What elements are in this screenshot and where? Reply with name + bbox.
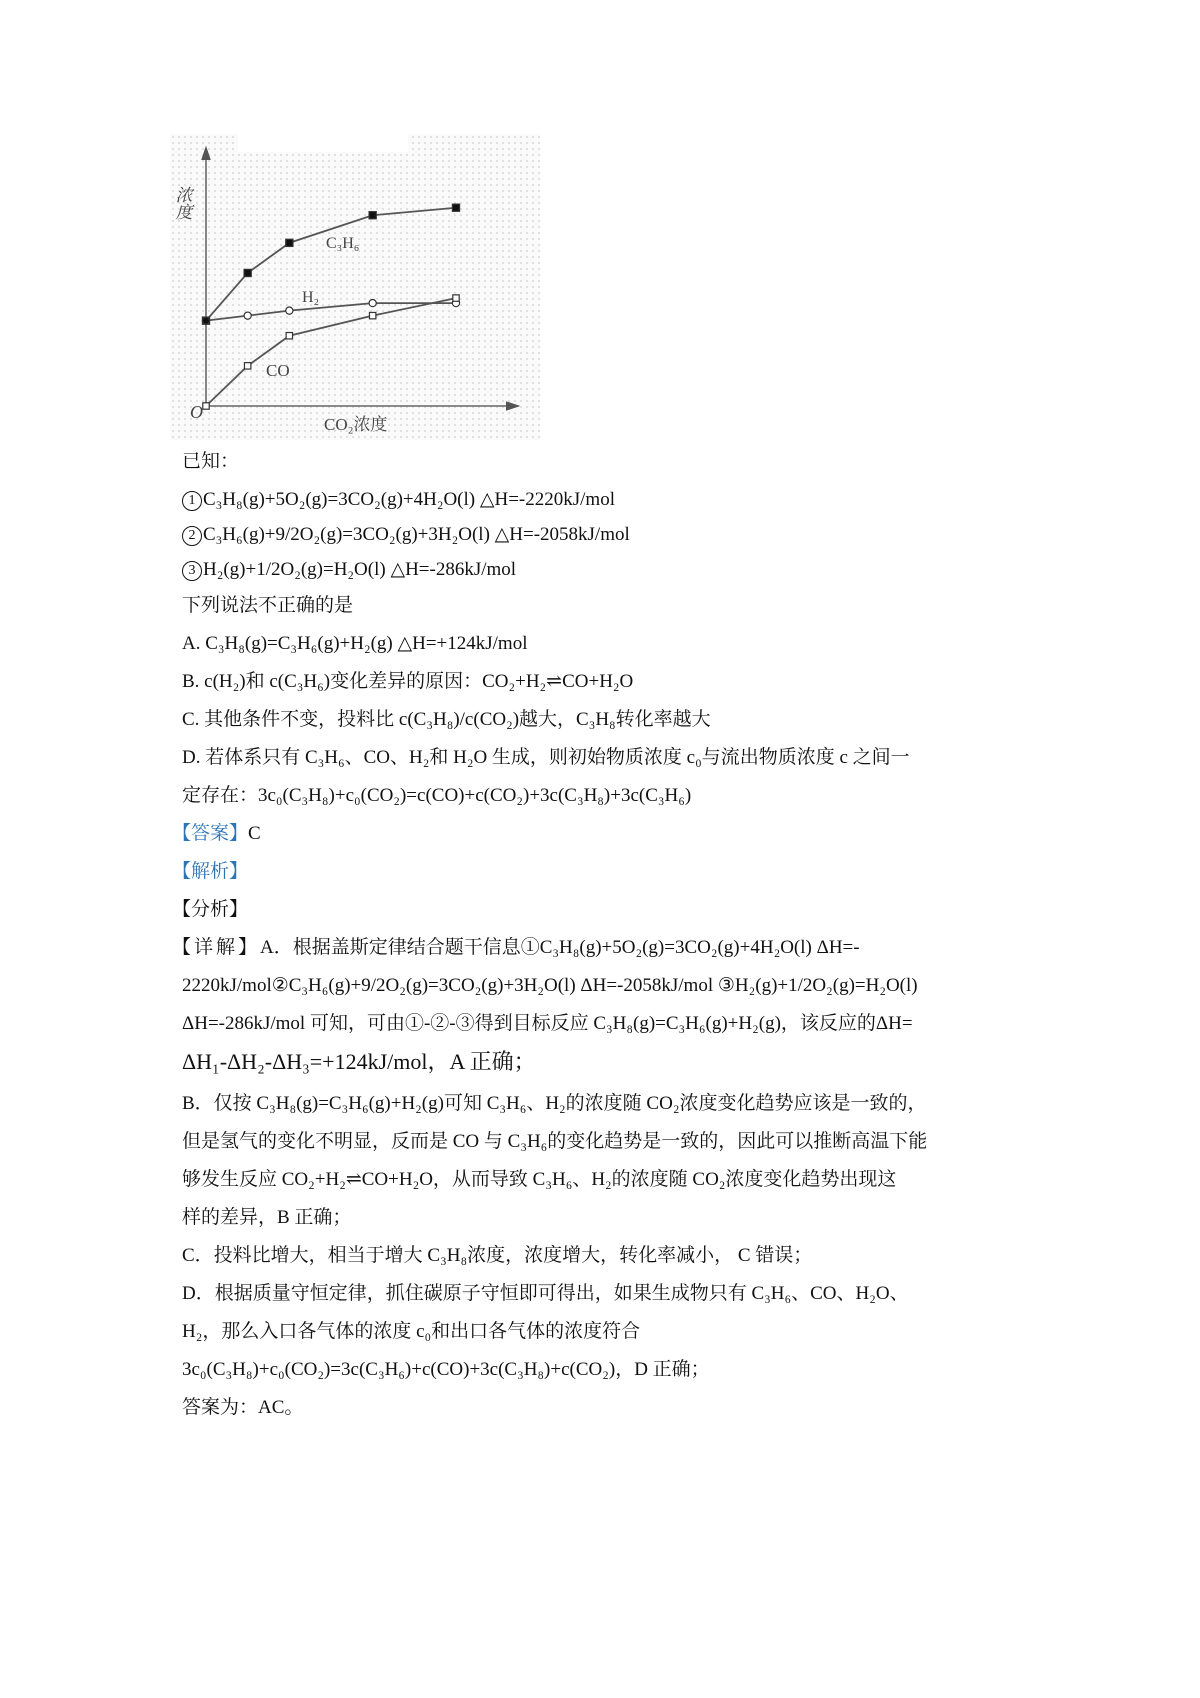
circled-number-3: 3 (182, 561, 202, 581)
detail-label: 【详解】 (172, 937, 261, 958)
option-b: B. c(H₂)和 c(C₃H₆)变化差异的原因：CO₂+H₂⇌CO+H₂O (182, 671, 634, 692)
detail-line-1 (172, 934, 860, 962)
data-point-co (286, 333, 292, 339)
data-point-co (244, 363, 250, 369)
series-line-co (206, 298, 456, 406)
series-label-co: CO (266, 361, 290, 380)
x-axis-label: CO₂浓度 (324, 415, 388, 434)
reaction-1 (182, 486, 615, 514)
origin-label: O (190, 402, 203, 422)
data-point-c3h6 (286, 239, 293, 246)
series-label-h2: H₂ (302, 289, 320, 306)
data-point-c3h6 (369, 212, 376, 219)
question-stem: 下列说法不正确的是 (182, 595, 354, 616)
concentration-chart (170, 134, 540, 440)
chart-figure (170, 134, 540, 440)
data-point-h2 (369, 299, 376, 306)
reaction-1-text: C₃H₈(g)+5O₂(g)=3CO₂(g)+4H₂O(l) △H=-2220kJ/mol (203, 489, 615, 510)
detail-d-line-2: H₂，那么入口各气体的浓度 c₀和出口各气体的浓度符合 (182, 1321, 641, 1342)
data-point-co (453, 295, 459, 301)
final-answer: 答案为：AC。 (182, 1397, 304, 1418)
detail-line-3: ΔH=-286kJ/mol 可知，可由①-②-③得到目标反应 C₃H₈(g)=C₃H₆(g)+H₂(g)，该反应的ΔH= (182, 1013, 913, 1034)
answer-label: 【答案】 (172, 823, 249, 844)
detail-line-2: 2220kJ/mol②C₃H₆(g)+9/2O₂(g)=3CO₂(g)+3H₂O(l) ΔH=-2058kJ/mol ③H₂(g)+1/2O₂(g)=H₂O(l) (182, 975, 918, 996)
data-point-co (369, 312, 375, 318)
fenxi-label: 【分析】 (172, 899, 249, 920)
answer-row (172, 820, 261, 848)
data-point-h2 (244, 312, 251, 319)
known-label: 已知： (182, 451, 240, 472)
data-point-h2 (286, 307, 293, 314)
option-a: A. C₃H₈(g)=C₃H₆(g)+H₂(g) △H=+124kJ/mol (182, 633, 528, 654)
reaction-2 (182, 521, 630, 549)
detail-b-line-2: 但是氢气的变化不明显，反而是 CO 与 C₃H₆的变化趋势是一致的，因此可以推断高温下能 (182, 1131, 928, 1152)
detail-b-line-4: 样的差异，B 正确； (182, 1207, 352, 1228)
detail-d-line-3: 3c₀(C₃H₈)+c₀(CO₂)=3c(C₃H₆)+c(CO)+3c(C₃H₈)+c(CO₂)，D 正确； (182, 1359, 710, 1380)
option-c: C. 其他条件不变，投料比 c(C₃H₈)/c(CO₂)越大，C₃H₈转化率越大 (182, 709, 711, 730)
answer-value: C (248, 823, 261, 844)
analysis-label: 【解析】 (172, 861, 249, 882)
data-point-c3h6 (244, 269, 251, 276)
circled-number-2: 2 (182, 526, 202, 546)
option-d-line1: D. 若体系只有 C₃H₆、CO、H₂和 H₂O 生成，则初始物质浓度 c₀与流出物质浓度 c 之间一 (182, 747, 910, 768)
figure-blank-strip (238, 134, 408, 152)
data-point-c3h6 (452, 204, 459, 211)
data-point-h2 (202, 317, 209, 324)
data-point-co (203, 403, 209, 409)
detail-b-line-1: B．仅按 C₃H₈(g)=C₃H₆(g)+H₂(g)可知 C₃H₆、H₂的浓度随 CO₂浓度变化趋势应该是一致的， (182, 1093, 927, 1114)
detail-c-line-1: C．投料比增大，相当于增大 C₃H₈浓度，浓度增大，转化率减小， C 错误； (182, 1245, 813, 1266)
reaction-2-text: C₃H₆(g)+9/2O₂(g)=3CO₂(g)+3H₂O(l) △H=-2058kJ/mol (203, 524, 630, 545)
reaction-3 (182, 556, 516, 584)
circled-number-1: 1 (182, 491, 202, 511)
option-d-line2: 定存在：3c₀(C₃H₈)+c₀(CO₂)=c(CO)+c(CO₂)+3c(C₃H₈)+3c(C₃H₆) (182, 785, 692, 806)
detail-b-line-3: 够发生反应 CO₂+H₂⇌CO+H₂O，从而导致 C₃H₆、H₂的浓度随 CO₂浓度变化趋势出现这 (182, 1169, 897, 1190)
series-label-c3h6: C₃H₆ (326, 235, 360, 252)
detail-a-text-1: A．根据盖斯定律结合题干信息①C₃H₈(g)+5O₂(g)=3CO₂(g)+4H₂O(l) ΔH=- (260, 937, 860, 958)
detail-line-4: ΔH₁-ΔH₂-ΔH₃=+124kJ/mol，A 正确； (182, 1049, 536, 1074)
reaction-3-text: H₂(g)+1/2O₂(g)=H₂O(l) △H=-286kJ/mol (203, 559, 517, 580)
y-axis-label: 浓度 (172, 186, 192, 220)
detail-d-line-1: D．根据质量守恒定律，抓住碳原子守恒即可得出，如果生成物只有 C₃H₆、CO、H₂O、 (182, 1283, 909, 1304)
